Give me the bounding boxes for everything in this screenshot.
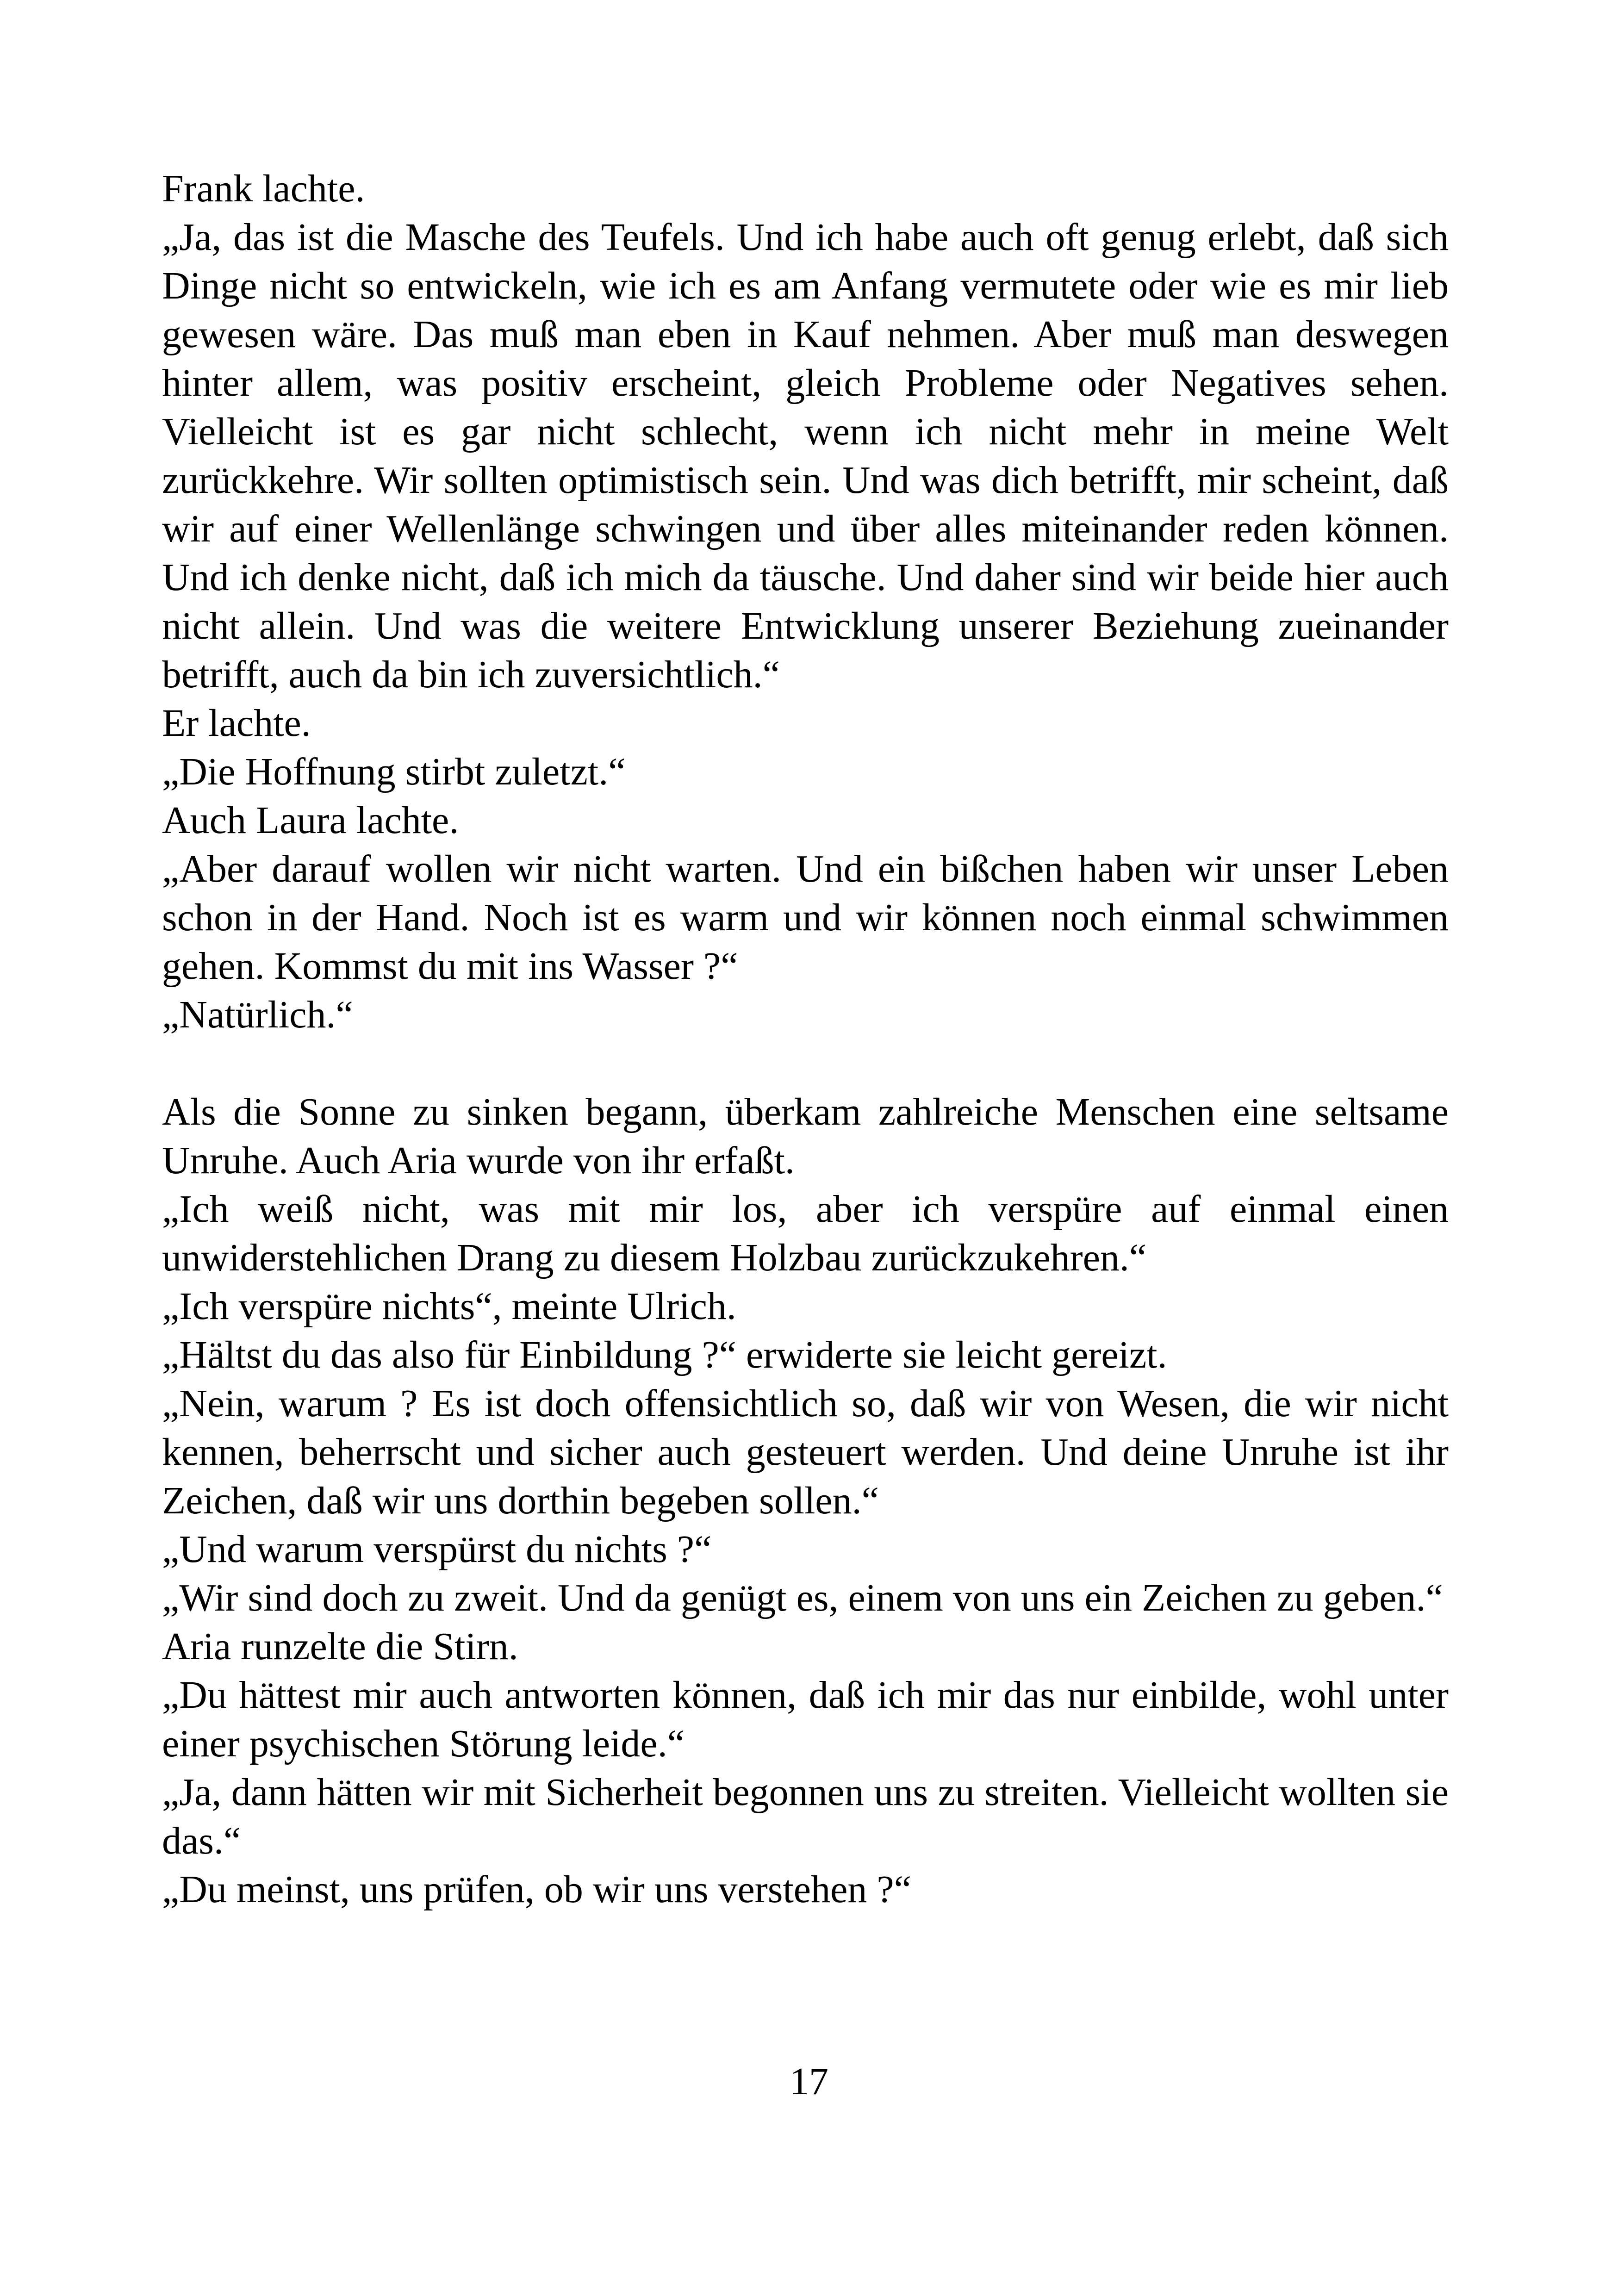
paragraph: „Und warum verspürst du nichts ?“ xyxy=(162,1528,712,1571)
paragraph: „Aber darauf wollen wir nicht warten. Und ein bißchen haben wir unser Leben schon in der Hand. Noch ist es warm und wir können noch einmal schwimmen gehen. Kommst du mit ins Wasser ?“ xyxy=(162,847,1449,988)
section-break xyxy=(162,1039,1449,1088)
paragraph: Er lachte. xyxy=(162,702,311,745)
paragraph: „Wir sind doch zu zweit. Und da genügt es, einem von uns ein Zeichen zu geben.“ xyxy=(162,1576,1443,1619)
paragraph: „Ja, das ist die Masche des Teufels. Und ich habe auch oft genug erlebt, daß sich Dinge nicht so entwickeln, wie ich es am Anfang vermutete oder wie es mir lieb gewesen wäre. Das muß man eben in Kauf nehmen. Aber muß man deswegen hinter allem, was positiv erscheint, gleich Probleme oder Negatives sehen. Vielleicht ist es gar nicht schlecht, wenn ich nicht mehr in meine Welt zurückkehre. Wir sollten optimistisch sein. Und was dich betrifft, mir scheint, daß wir auf einer Wellenlänge schwingen und über alles miteinander reden können. Und ich denke nicht, daß ich mich da täusche. Und daher sind wir beide hier auch nicht allein. Und was die weitere Entwicklung unserer Beziehung zueinander betrifft, auch da bin ich zuversichtlich.“ xyxy=(162,216,1449,696)
paragraph: Aria runzelte die Stirn. xyxy=(162,1625,518,1668)
paragraph: „Du hättest mir auch antworten können, daß ich mir das nur einbilde, wohl unter einer psychischen Störung leide.“ xyxy=(162,1674,1449,1765)
page-body xyxy=(162,164,1449,1914)
paragraph: „Ich verspüre nichts“, meinte Ulrich. xyxy=(162,1285,736,1328)
paragraph: Frank lachte. xyxy=(162,167,365,210)
paragraph: Auch Laura lachte. xyxy=(162,799,459,842)
paragraph: „Natürlich.“ xyxy=(162,993,353,1036)
paragraph: „Ja, dann hätten wir mit Sicherheit begonnen uns zu streiten. Vielleicht wollten sie das.“ xyxy=(162,1771,1449,1862)
paragraph: „Hältst du das also für Einbildung ?“ erwiderte sie leicht gereizt. xyxy=(162,1333,1167,1376)
paragraph: „Ich weiß nicht, was mit mir los, aber ich verspüre auf einmal einen unwiderstehlichen Drang zu diesem Holzbau zurückzukehren.“ xyxy=(162,1188,1449,1279)
paragraph: „Nein, warum ? Es ist doch offensichtlich so, daß wir von Wesen, die wir nicht kennen, beherrscht und sicher auch gesteuert werden. Und deine Unruhe ist ihr Zeichen, daß wir uns dorthin begeben sollen.“ xyxy=(162,1382,1449,1522)
page-number: 17 xyxy=(790,2060,828,2103)
paragraph: „Die Hoffnung stirbt zuletzt.“ xyxy=(162,750,626,793)
paragraph: Als die Sonne zu sinken begann, überkam zahlreiche Menschen eine seltsame Unruhe. Auch Aria wurde von ihr erfaßt. xyxy=(162,1090,1449,1182)
paragraph: „Du meinst, uns prüfen, ob wir uns verstehen ?“ xyxy=(162,1868,911,1911)
